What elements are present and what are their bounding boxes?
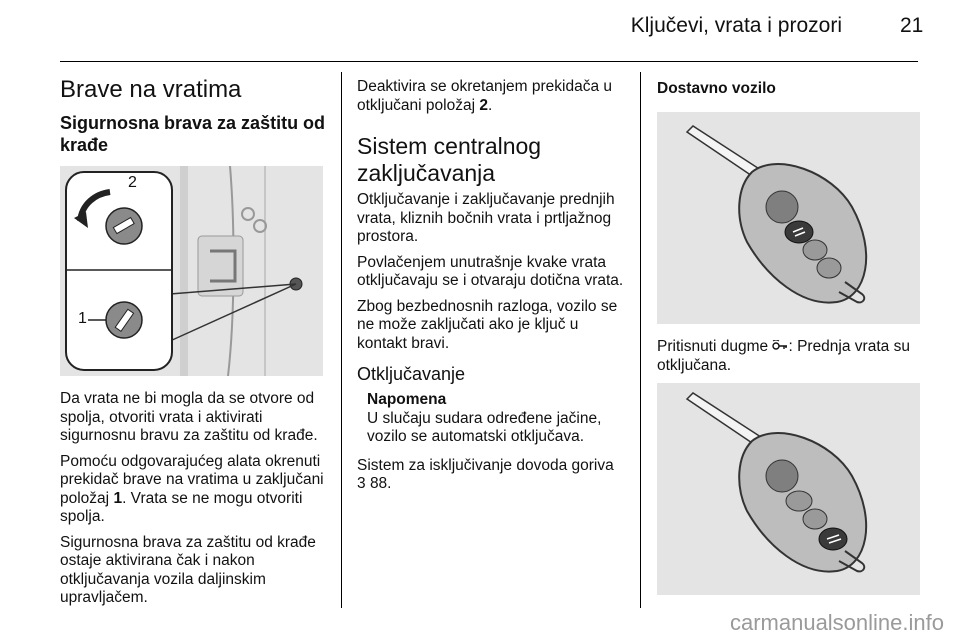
paragraph: Sigurnosna brava za zaštitu od krađe ostaje aktivirana čak i nakon otključavanja vozila daljinskim upravljačem. [60, 533, 316, 606]
watermark: carmanualsonline.info [729, 610, 944, 635]
page-header-title: Ključevi, vrata i prozori [630, 14, 842, 37]
subsection-title: Otključavanje [357, 364, 466, 384]
subsection-title: Sigurnosna brava za zaštitu od krađe [60, 113, 326, 155]
section-title: Sistem centralnog zaključavanja [357, 133, 542, 186]
paragraph: Zbog bezbednosnih razloga, vozilo se ne može zaključati ako je ključ u kontakt bravi. [357, 297, 618, 352]
page-number: 21 [900, 14, 924, 37]
note-title: Napomena [367, 391, 447, 408]
column-1 [60, 72, 326, 615]
page-reference-link[interactable]: 88. [369, 475, 392, 492]
door-lock-figure [60, 166, 323, 376]
paragraph: Pomoću odgovarajućeg alata okrenuti prekidač brave na vratima u zaključani položaj 1. Vrata se ne mogu otvoriti spolja. [60, 452, 324, 525]
key-fob-figure-2 [657, 383, 920, 595]
key-fob-figure-1 [657, 112, 920, 324]
figure-label-2: 2 [128, 174, 137, 191]
paragraph: Pritisnuti dugme : Prednja vrata su otključana. [657, 338, 910, 374]
subsection-title: Dostavno vozilo [657, 80, 776, 97]
note-text: U slučaju sudara određene jačine, vozilo se automatski otključava. [367, 409, 602, 445]
column-divider-1 [341, 72, 342, 608]
column-3 [657, 72, 927, 595]
column-2 [357, 72, 627, 501]
figure-label-1: 1 [78, 310, 87, 327]
unlock-key-icon [772, 340, 788, 352]
reference-arrow-icon: 3 [357, 475, 366, 492]
header-rule [60, 61, 918, 62]
paragraph: Sistem za isključivanje dovoda goriva 3 88. [357, 456, 614, 492]
paragraph: Deaktivira se okretanjem prekidača u otključani položaj 2. [357, 78, 613, 114]
note-box [367, 391, 627, 447]
paragraph: Otključavanje i zaključavanje prednjih vrata, kliznih bočnih vrata i prtljažnog prostora. [357, 191, 615, 245]
paragraph: Povlačenjem unutrašnje kvake vrata otključavaju se i otvaraju dotična vrata. [357, 253, 624, 289]
section-title: Brave na vratima [60, 76, 242, 103]
column-divider-2 [640, 72, 641, 608]
paragraph: Da vrata ne bi mogla da se otvore od spolja, otvoriti vrata i aktivirati sigurnosnu bravu za zaštitu od krađe. [60, 390, 318, 444]
